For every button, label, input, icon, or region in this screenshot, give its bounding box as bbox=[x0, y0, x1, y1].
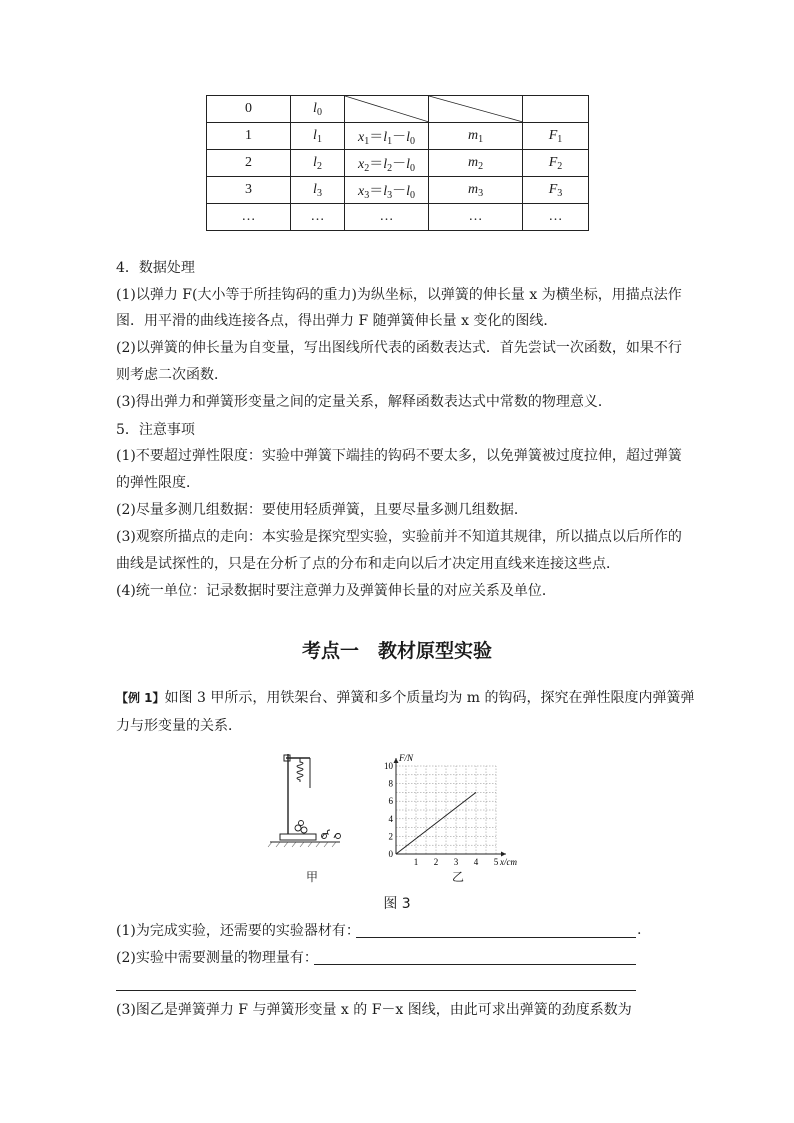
table-cell-force bbox=[523, 96, 589, 123]
table-cell-extension: $x_3=l_3-l_0$ bbox=[345, 177, 429, 204]
x-tick-label: 3 bbox=[453, 857, 459, 867]
paragraph: (1)不要超过弹性限度：实验中弹簧下端挂的钩码不要太多，以免弹簧被过度拉伸，超过弹簧 bbox=[116, 448, 682, 464]
question-2: (2)实验中需要测量的物理量有： bbox=[116, 950, 318, 966]
table-cell-index: 1 bbox=[207, 123, 291, 150]
table-cell-length: $l_1$ bbox=[291, 123, 345, 150]
section-4-title: 4．数据处理 bbox=[116, 260, 195, 276]
y-tick-label: 8 bbox=[388, 778, 393, 789]
table-cell-extension: $x_2=l_2-l_0$ bbox=[345, 150, 429, 177]
table-cell-extension: $x_1=l_1-l_0$ bbox=[345, 123, 429, 150]
table-cell-force: $F_2$ bbox=[523, 150, 589, 177]
label-yi: 乙 bbox=[452, 870, 465, 884]
apparatus-illustration bbox=[266, 748, 356, 858]
example-text-cont: 力与形变量的关系． bbox=[116, 718, 242, 734]
figure-caption: 图 3 bbox=[383, 896, 411, 912]
table-cell-force: $F_1$ bbox=[523, 123, 589, 150]
y-tick-label: 2 bbox=[388, 831, 393, 842]
table-cell-index: 0 bbox=[207, 96, 291, 123]
table-cell-mass: $m_3$ bbox=[429, 177, 523, 204]
table-cell-mass: $m_1$ bbox=[429, 123, 523, 150]
y-tick-label: 10 bbox=[384, 761, 393, 771]
table-cell-length: $l_0$ bbox=[291, 96, 345, 123]
table-cell-length: $l_2$ bbox=[291, 150, 345, 177]
origin-label: 0 bbox=[388, 849, 393, 859]
paragraph: (4)统一单位：记录数据时要注意弹力及弹簧伸长量的对应关系及单位． bbox=[116, 583, 556, 599]
y-axis-arrow bbox=[394, 758, 399, 763]
table-cell-mass: $m_2$ bbox=[429, 150, 523, 177]
y-tick-label: 6 bbox=[388, 796, 393, 807]
x-tick-label: 1 bbox=[413, 857, 419, 867]
table-row bbox=[207, 150, 589, 177]
x-tick-label: 4 bbox=[473, 857, 479, 867]
question-1: (1)为完成实验，还需要的实验器材有： bbox=[116, 923, 360, 939]
table-row bbox=[207, 177, 589, 204]
paragraph: 图．用平滑的曲线连接各点，得出弹力 F 随弹簧伸长量 x 变化的图线． bbox=[116, 313, 558, 329]
x-axis-arrow bbox=[501, 852, 506, 857]
example-tag: 【例 1】 bbox=[116, 691, 165, 705]
paragraph: 则考虑二次函数． bbox=[116, 367, 228, 383]
answer-blank-2[interactable] bbox=[314, 964, 636, 965]
label-jia: 甲 bbox=[306, 870, 319, 884]
paragraph: (3)得出弹力和弹簧形变量之间的定量关系，解释函数表达式中常数的物理意义． bbox=[116, 394, 612, 410]
paragraph: 曲线是试探性的，只是在分析了点的分布和走向以后才决定用直线来连接这些点． bbox=[116, 556, 620, 572]
table-cell-index: 2 bbox=[207, 150, 291, 177]
x-tick-label: 2 bbox=[433, 857, 439, 867]
f-x-chart bbox=[370, 748, 530, 878]
table-cell-ellipsis: … bbox=[345, 204, 429, 231]
table-row bbox=[207, 96, 589, 123]
question-3: (3)图乙是弹簧弹力 F 与弹簧形变量 x 的 F－x 图线，由此可求出弹簧的劲度系数为 bbox=[116, 1002, 632, 1018]
table-cell-ellipsis: … bbox=[523, 204, 589, 231]
table-row bbox=[207, 123, 589, 150]
x-axis-label: x/cm bbox=[500, 857, 517, 867]
example-text: 如图 3 甲所示，用铁架台、弹簧和多个质量均为 m 的钩码，探究在弹性限度内弹簧弹 bbox=[164, 690, 695, 706]
table-cell-ellipsis: … bbox=[429, 204, 523, 231]
answer-blank-2b[interactable] bbox=[116, 990, 636, 991]
table-cell-index: 3 bbox=[207, 177, 291, 204]
paragraph: 的弹性限度． bbox=[116, 475, 200, 491]
section-5-title: 5．注意事项 bbox=[116, 422, 195, 438]
paragraph: (3)观察所描点的走向：本实验是探究型实验，实验前并不知道其规律，所以描点以后所作的 bbox=[116, 529, 682, 545]
paragraph: (2)尽量多测几组数据：要使用轻质弹簧，且要尽量多测几组数据． bbox=[116, 502, 528, 518]
table-cell-diagonal bbox=[345, 96, 429, 123]
table-cell-ellipsis: … bbox=[207, 204, 291, 231]
figure-3 bbox=[266, 748, 536, 888]
y-tick-label: 4 bbox=[388, 813, 393, 824]
answer-blank-1[interactable] bbox=[356, 937, 636, 938]
y-axis-label: F/N bbox=[399, 753, 414, 763]
question-1-end: . bbox=[637, 922, 642, 938]
table-cell-force: $F_3$ bbox=[523, 177, 589, 204]
table-cell-ellipsis: … bbox=[291, 204, 345, 231]
measurement-table bbox=[206, 95, 589, 231]
table-row bbox=[207, 204, 589, 231]
paragraph: (2)以弹簧的伸长量为自变量，写出图线所代表的函数表达式．首先尝试一次函数，如果不行 bbox=[116, 340, 682, 356]
table-cell-diagonal bbox=[429, 96, 523, 123]
table-cell-length: $l_3$ bbox=[291, 177, 345, 204]
paragraph: (1)以弹力 F(大小等于所挂钩码的重力)为纵坐标，以弹簧的伸长量 x 为横坐标，用描点法作 bbox=[116, 287, 682, 303]
example-line bbox=[116, 688, 695, 708]
section-heading: 考点一 教材原型实验 bbox=[301, 640, 492, 662]
x-tick-label: 5 bbox=[493, 857, 499, 867]
